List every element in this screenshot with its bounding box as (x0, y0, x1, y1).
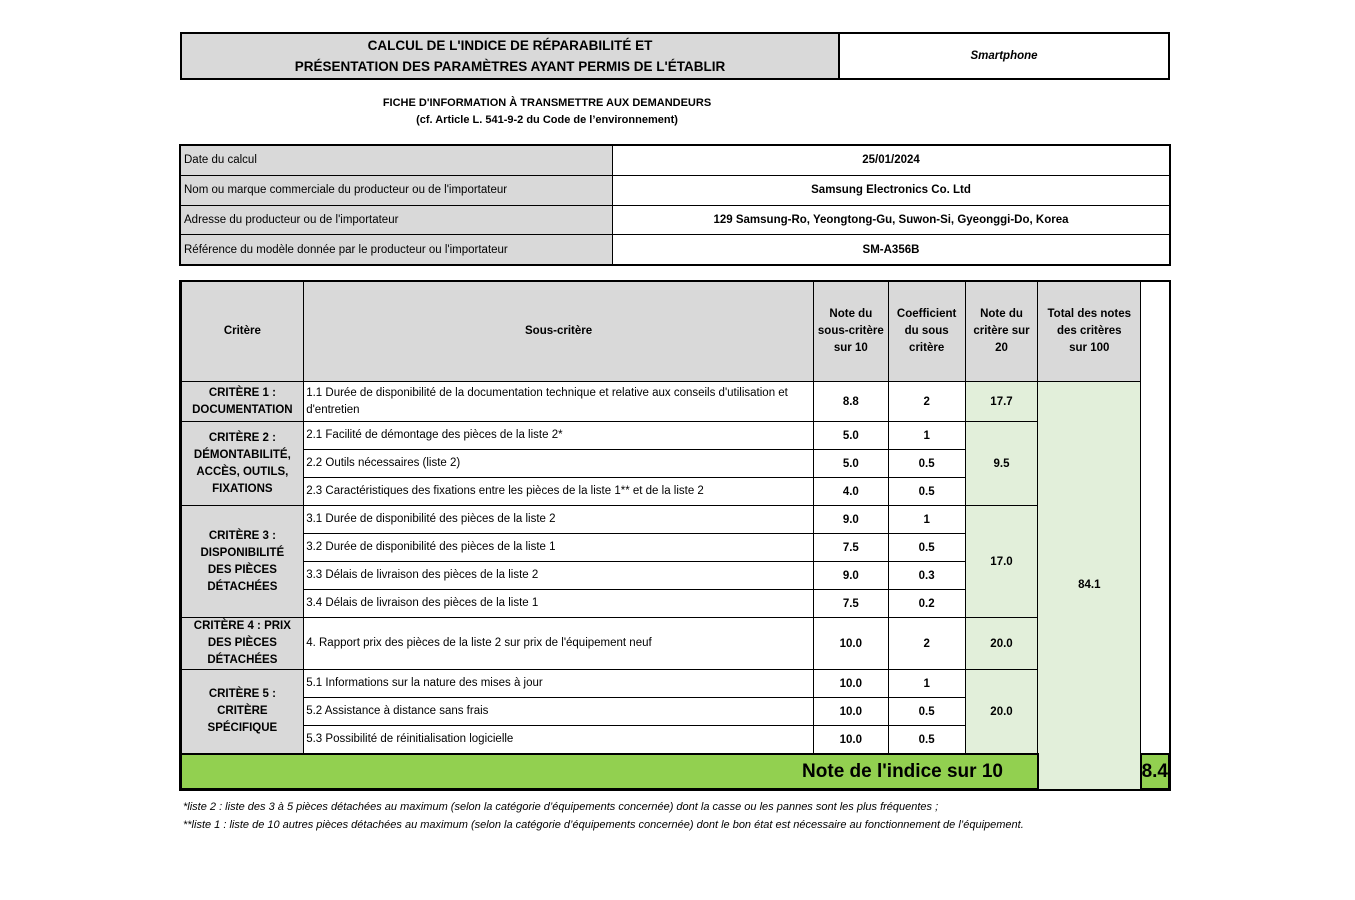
criterion-2-name: CRITÈRE 2 : DÉMONTABILITÉ, ACCÈS, OUTILS, FIXATIONS (181, 422, 304, 506)
footnote-liste-1: **liste 1 : liste de 10 autres pièces détachées au maximum (selon la catégorie d’équipements concernée) dont le bon état est nécessaire au fonctionnement de l’équipement. (183, 819, 1024, 831)
info-row (181, 146, 1170, 176)
subtitle (180, 95, 914, 129)
sub-criterion-coef: 1 (888, 422, 965, 450)
document-title (181, 33, 839, 79)
col-header-note-sous: Note du sous-critère sur 10 (813, 282, 888, 382)
col-header-note-crit: Note du critère sur 20 (965, 282, 1038, 382)
info-value: SM-A356B (613, 235, 1170, 265)
sub-criterion-note: 4.0 (813, 478, 888, 506)
sub-criterion-note: 5.0 (813, 422, 888, 450)
sub-criterion-note: 5.0 (813, 450, 888, 478)
col-header-total: Total des notes des critères sur 100 (1038, 282, 1141, 382)
sub-criterion-coef: 0.5 (888, 478, 965, 506)
sub-criterion-note: 7.5 (813, 534, 888, 562)
sub-criterion-label: 2.3 Caractéristiques des fixations entre les pièces de la liste 1** et de la liste 2 (304, 478, 814, 506)
info-value: Samsung Electronics Co. Ltd (613, 175, 1170, 205)
sub-criterion-coef: 0.5 (888, 534, 965, 562)
sub-criterion-note: 10.0 (813, 726, 888, 755)
info-table (180, 145, 1170, 265)
sub-criterion-label: 3.1 Durée de disponibilité des pièces de la liste 2 (304, 506, 814, 534)
sub-criterion-note: 10.0 (813, 670, 888, 698)
final-score-label: Note de l'indice sur 10 (181, 754, 1038, 789)
info-row (181, 205, 1170, 235)
criterion-1-score: 17.7 (965, 382, 1038, 422)
criterion-5-name: CRITÈRE 5 : CRITÈRE SPÉCIFIQUE (181, 670, 304, 755)
sub-criterion-coef: 0.3 (888, 562, 965, 590)
sub-criterion-label: 4. Rapport prix des pièces de la liste 2 sur prix de l'équipement neuf (304, 618, 814, 670)
subtitle-line-1: FICHE D'INFORMATION À TRANSMETTRE AUX DEMANDEURS (382, 97, 712, 109)
info-label: Adresse du producteur ou de l'importateur (181, 205, 613, 235)
sub-criterion-label: 5.3 Possibilité de réinitialisation logicielle (304, 726, 814, 755)
table-row (181, 670, 1169, 698)
sub-criterion-label: 3.3 Délais de livraison des pièces de la liste 2 (304, 562, 814, 590)
final-score-value: 8.4 (1141, 754, 1169, 789)
sub-criterion-label: 2.2 Outils nécessaires (liste 2) (304, 450, 814, 478)
sub-criterion-coef: 1 (888, 670, 965, 698)
score-table (180, 281, 1170, 790)
col-header-critere: Critère (181, 282, 304, 382)
sub-criterion-coef: 2 (888, 382, 965, 422)
subtitle-line-2: (cf. Article L. 541-9-2 du Code de l’environnement) (416, 114, 678, 126)
header-row (181, 282, 1169, 382)
info-row (181, 175, 1170, 205)
sub-criterion-label: 5.2 Assistance à distance sans frais (304, 698, 814, 726)
criterion-2-score: 9.5 (965, 422, 1038, 506)
footnotes (183, 798, 1163, 834)
sub-criterion-coef: 0.5 (888, 698, 965, 726)
info-label: Référence du modèle donnée par le producteur ou l'importateur (181, 235, 613, 265)
header-table (180, 32, 1170, 80)
sub-criterion-coef: 0.5 (888, 726, 965, 755)
criterion-4-score: 20.0 (965, 618, 1038, 670)
info-value: 25/01/2024 (613, 146, 1170, 176)
total-score: 84.1 (1038, 382, 1141, 790)
sub-criterion-label: 1.1 Durée de disponibilité de la documentation technique et relative aux conseils d'utilisation et d'entretien (304, 382, 814, 422)
footnote-liste-2: *liste 2 : liste des 3 à 5 pièces détachées au maximum (selon la catégorie d’équipements concernée) dont la casse ou les pannes sont les plus fréquentes ; (183, 801, 939, 813)
sub-criterion-coef: 0.5 (888, 450, 965, 478)
info-label: Nom ou marque commerciale du producteur ou de l'importateur (181, 175, 613, 205)
sub-criterion-label: 3.4 Délais de livraison des pièces de la liste 1 (304, 590, 814, 618)
sub-criterion-note: 10.0 (813, 698, 888, 726)
sub-criterion-coef: 2 (888, 618, 965, 670)
title-line-1: CALCUL DE L'INDICE DE RÉPARABILITÉ ET (367, 38, 653, 53)
criterion-1-name: CRITÈRE 1 : DOCUMENTATION (181, 382, 304, 422)
sub-criterion-note: 10.0 (813, 618, 888, 670)
criterion-4-name: CRITÈRE 4 : PRIX DES PIÈCES DÉTACHÉES (181, 618, 304, 670)
col-header-coef: Coefficient du sous critère (888, 282, 965, 382)
sub-criterion-label: 2.1 Facilité de démontage des pièces de la liste 2* (304, 422, 814, 450)
criterion-3-name: CRITÈRE 3 : DISPONIBILITÉ DES PIÈCES DÉTACHÉES (181, 506, 304, 618)
table-row (181, 506, 1169, 534)
table-row (181, 422, 1169, 450)
product-category: Smartphone (839, 33, 1169, 79)
sub-criterion-note: 8.8 (813, 382, 888, 422)
info-row (181, 235, 1170, 265)
info-value: 129 Samsung-Ro, Yeongtong-Gu, Suwon-Si, Gyeonggi-Do, Korea (613, 205, 1170, 235)
col-header-sous-critere: Sous-critère (304, 282, 814, 382)
sub-criterion-coef: 1 (888, 506, 965, 534)
info-label: Date du calcul (181, 146, 613, 176)
sub-criterion-note: 9.0 (813, 506, 888, 534)
title-line-2: PRÉSENTATION DES PARAMÈTRES AYANT PERMIS DE L'ÉTABLIR (294, 59, 726, 74)
sub-criterion-note: 9.0 (813, 562, 888, 590)
sub-criterion-label: 5.1 Informations sur la nature des mises à jour (304, 670, 814, 698)
table-row (181, 382, 1169, 422)
criterion-5-score: 20.0 (965, 670, 1038, 755)
criterion-3-score: 17.0 (965, 506, 1038, 618)
final-score-row (181, 754, 1169, 789)
sub-criterion-note: 7.5 (813, 590, 888, 618)
table-row (181, 618, 1169, 670)
sub-criterion-label: 3.2 Durée de disponibilité des pièces de la liste 1 (304, 534, 814, 562)
sub-criterion-coef: 0.2 (888, 590, 965, 618)
